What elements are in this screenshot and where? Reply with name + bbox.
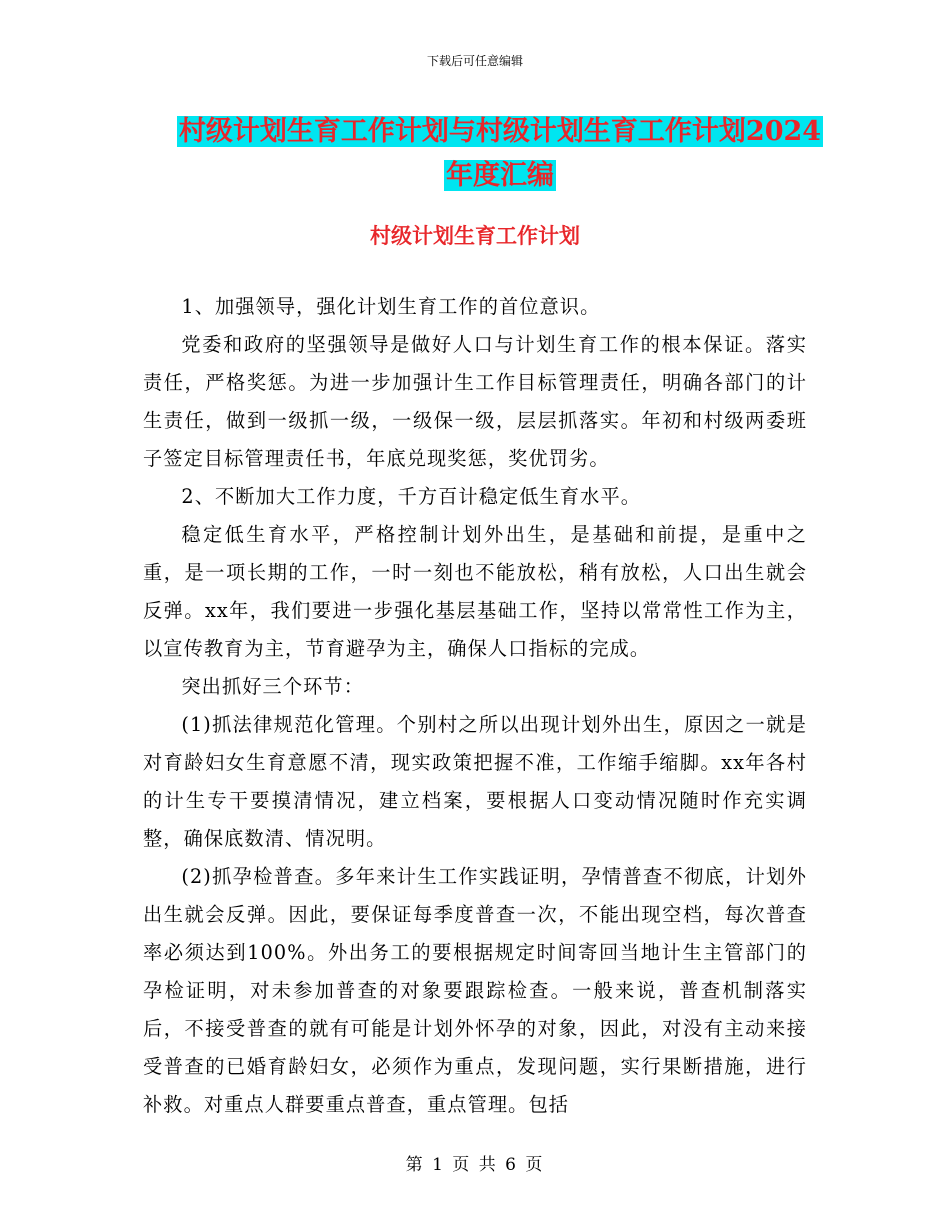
paragraph: (2)抓孕检普查。多年来计生工作实践证明，孕情普查不彻底，计划外出生就会反弹。因此，要保证每季度普查一次，不能出现空档，每次普查率必须达到100%。外出务工的要根据规定时间寄回当地计生主管部门的孕检证明，对未参加普查的对象要跟踪检查。一般来说，普查机制落实后，不接受普查的就有可能是计划外怀孕的对象，因此，对没有主动来接受普查的已婚育龄妇女，必须作为重点，发现问题，实行果断措施，进行补救。对重点人群要重点普查，重点管理。包括 xyxy=(143,865,807,1116)
document-title-line-2: 年度汇编 xyxy=(446,160,554,191)
paragraph: 1、加强领导，强化计划生育工作的首位意识。 xyxy=(181,295,601,318)
document-title-line-1: 村级计划生育工作计划与村级计划生育工作计划2024 xyxy=(178,116,822,147)
page-footer: 第 1 页 共 6 页 xyxy=(405,1155,545,1175)
body-text xyxy=(143,288,807,1124)
paragraph: 2、不断加大工作力度，千方百计稳定低生育水平。 xyxy=(181,485,642,508)
paragraph: 党委和政府的坚强领导是做好人口与计划生育工作的根本保证。落实责任，严格奖惩。为进一步加强计生工作目标管理责任，明确各部门的计生责任，做到一级抓一级，一级保一级，层层抓落实。年初和村级两委班子签定目标管理责任书，年底兑现奖惩，奖优罚劣。 xyxy=(143,333,807,470)
document-title xyxy=(140,110,860,198)
paragraph: 突出抓好三个环节： xyxy=(181,675,364,698)
section-title: 村级计划生育工作计划 xyxy=(370,223,580,248)
header-note: 下载后可任意编辑 xyxy=(426,54,523,68)
paragraph: 稳定低生育水平，严格控制计划外出生，是基础和前提，是重中之重，是一项长期的工作，一时一刻也不能放松，稍有放松，人口出生就会反弹。xx年，我们要进一步强化基层基础工作，坚持以常常性工作为主，以宣传教育为主，节育避孕为主，确保人口指标的完成。 xyxy=(143,523,807,660)
paragraph: (1)抓法律规范化管理。个别村之所以出现计划外出生，原因之一就是对育龄妇女生育意愿不清，现实政策把握不准，工作缩手缩脚。xx年各村的计生专干要摸清情况，建立档案，要根据人口变动情况随时作充实调整，确保底数清、情况明。 xyxy=(143,713,807,850)
